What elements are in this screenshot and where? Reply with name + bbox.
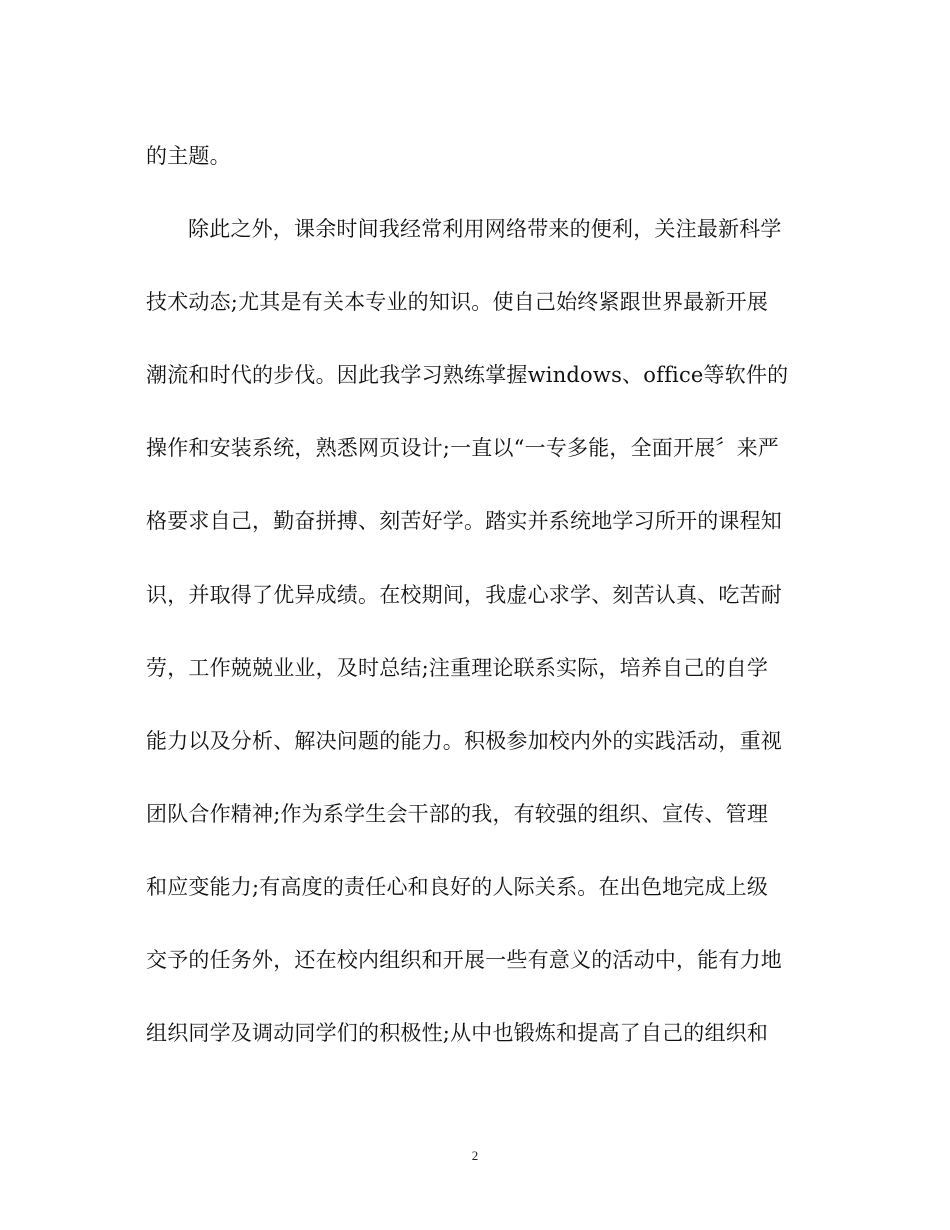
- body-text: [146, 136, 806, 1086]
- text-line: 组织同学及调动同学们的积极性;从中也锻炼和提高了自己的组织和: [146, 1021, 769, 1046]
- text-line: 格要求自己，勤奋拼搏、刻苦好学。踏实并系统地学习所开的课程知: [146, 509, 782, 534]
- text-line: 潮流和时代的步伐。因此我学习熟练掌握windows、office等软件的: [146, 363, 789, 388]
- page-number: 2: [471, 1148, 479, 1163]
- text-line: 交予的任务外，还在校内组织和开展一些有意义的活动中，能有力地: [146, 948, 782, 973]
- text-line: 技术动态;尤其是有关本专业的知识。使自己始终紧跟世界最新开展: [146, 290, 769, 315]
- text-line: 操作和安装系统，熟悉网页设计;一直以“一专多能，全面开展〞来严: [146, 436, 780, 461]
- text-line: 劳，工作兢兢业业，及时总结;注重理论联系实际，培养自己的自学: [146, 655, 769, 680]
- text-line: 能力以及分析、解决问题的能力。积极参加校内外的实践活动，重视: [146, 728, 782, 753]
- text-line: 的主题。: [146, 144, 231, 168]
- paragraph-first-line: 除此之外，课余时间我经常利用网络带来的便利，关注最新科学: [188, 217, 782, 242]
- text-line: 识，并取得了优异成绩。在校期间，我虚心求学、刻苦认真、吃苦耐: [146, 582, 782, 607]
- text-line: 团队合作精神;作为系学生会干部的我，有较强的组织、宣传、管理: [146, 801, 769, 826]
- text-line: 和应变能力;有高度的责任心和良好的人际关系。在出色地完成上级: [146, 874, 769, 899]
